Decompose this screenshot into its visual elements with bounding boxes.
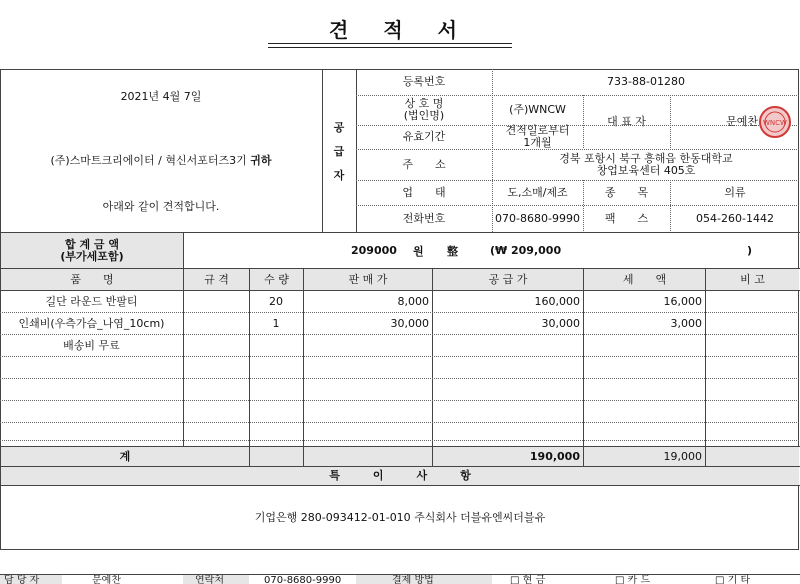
- row-3-name: 배송비 무료: [63, 338, 120, 352]
- reg-no-label: 등록번호: [402, 75, 446, 88]
- phone-value: 070-8680-9990: [495, 211, 580, 225]
- svg-text:WNCW: WNCW: [763, 119, 787, 127]
- fax-value: 054-260-1442: [696, 211, 774, 225]
- total-label-line-1: 합 계 금 액: [65, 237, 119, 251]
- total-amount-number: 209000: [351, 244, 397, 257]
- manager-value: 문예찬: [92, 575, 121, 584]
- phone-label: 전화번호: [402, 211, 446, 225]
- validity-line-1: 견적일로부터: [505, 124, 570, 137]
- payment-option-cash[interactable]: □ 현 금: [510, 575, 546, 584]
- row-2-price: 30,000: [390, 317, 429, 330]
- contact-label: 연락처: [183, 575, 249, 584]
- total-amount: [184, 233, 799, 268]
- total-label: [1, 233, 183, 268]
- total-jeong: 整: [447, 244, 458, 258]
- rep-value: 문예찬: [726, 115, 758, 128]
- address-line-2: 창업보육센터 405호: [596, 163, 696, 177]
- total-paren-open: (₩ 209,000: [490, 244, 562, 257]
- sum-qty-cell: [250, 447, 303, 466]
- company-label-line-1: 상 호 명: [404, 97, 444, 110]
- document-title: 견 적 서: [329, 18, 471, 42]
- row-1-qty: 20: [269, 294, 283, 308]
- company-seal: [758, 105, 792, 139]
- sum-tax: 19,000: [584, 447, 705, 466]
- row-1-price: 8,000: [397, 295, 429, 308]
- col-header-price: 판 매 가: [304, 269, 432, 290]
- validity-line-2: 1개월: [523, 136, 552, 149]
- col-header-qty: 수 량: [250, 269, 303, 290]
- col-header-note: 비 고: [706, 269, 799, 290]
- validity-label: 유효기간: [402, 130, 446, 143]
- recipient-suffix: 귀하: [250, 154, 272, 167]
- sum-note-cell: [706, 447, 799, 466]
- remarks-text: 기업은행 280-093412-01-010 주식회사 더블유엔씨더블유: [254, 510, 546, 524]
- manager-label: 담 당 자: [0, 575, 62, 584]
- payment-option-other[interactable]: □ 기 타: [715, 575, 751, 584]
- sum-price-cell: [304, 447, 432, 466]
- item-label: 종 목: [604, 185, 649, 199]
- sum-label: 계: [1, 447, 249, 466]
- business-label: 업 태: [402, 185, 446, 199]
- address-value: [492, 149, 800, 180]
- address-line-1: 경북 포항시 북구 흥해읍 한동대학교: [559, 151, 733, 165]
- total-label-line-2: (부가세포함): [60, 249, 124, 263]
- supplier-label-char-1: 공: [333, 121, 345, 134]
- row-2-tax: 3,000: [670, 317, 702, 330]
- sum-supply: 190,000: [433, 447, 583, 466]
- row-1-supply: 160,000: [534, 295, 580, 308]
- total-won: 원: [413, 244, 424, 258]
- recipient-name: (주)스마트크리에이터 / 혁신서포터즈3기: [50, 154, 247, 167]
- business-value: 도,소매/제조: [507, 185, 568, 199]
- recipient: [0, 150, 322, 172]
- company-value: (주)WNCW: [509, 103, 566, 116]
- supplier-label-char-2: 급: [333, 145, 345, 158]
- address-label: 주 소: [402, 157, 446, 171]
- total-paren-close: ): [747, 244, 753, 257]
- row-2-qty: 1: [272, 316, 280, 330]
- quote-date: 2021년 4월 7일: [120, 90, 202, 103]
- reg-no-value: 733-88-01280: [607, 75, 685, 88]
- payment-label: 결제 방법: [356, 575, 492, 584]
- footer-bar: [0, 575, 800, 584]
- company-label: [356, 95, 492, 125]
- company-label-line-2: (법인명): [403, 109, 445, 122]
- col-header-name: 품 명: [1, 269, 183, 290]
- item-value: 의류: [724, 185, 746, 199]
- supplier-label-char-3: 자: [333, 169, 345, 182]
- row-2-supply: 30,000: [541, 317, 580, 330]
- contact-value: 070-8680-9990: [264, 575, 342, 584]
- supplier-label: [322, 112, 356, 192]
- col-header-spec: 규 격: [184, 269, 249, 290]
- validity-value: [492, 125, 583, 149]
- remarks-title: 특 이 사 항: [1, 467, 799, 485]
- rep-label: 대 표 자: [607, 115, 646, 128]
- col-header-tax: 세 액: [584, 269, 705, 290]
- payment-option-card[interactable]: □ 카 드: [615, 575, 651, 584]
- row-1-name: 길단 라운드 반팔티: [45, 294, 138, 308]
- col-header-supply: 공 급 가: [433, 269, 583, 290]
- statement-text: 아래와 같이 견적합니다.: [102, 200, 220, 213]
- row-2-name: 인쇄비(우측가슴_나염_10cm): [18, 316, 165, 330]
- fax-label: 팩 스: [604, 211, 649, 225]
- row-1-tax: 16,000: [663, 295, 702, 308]
